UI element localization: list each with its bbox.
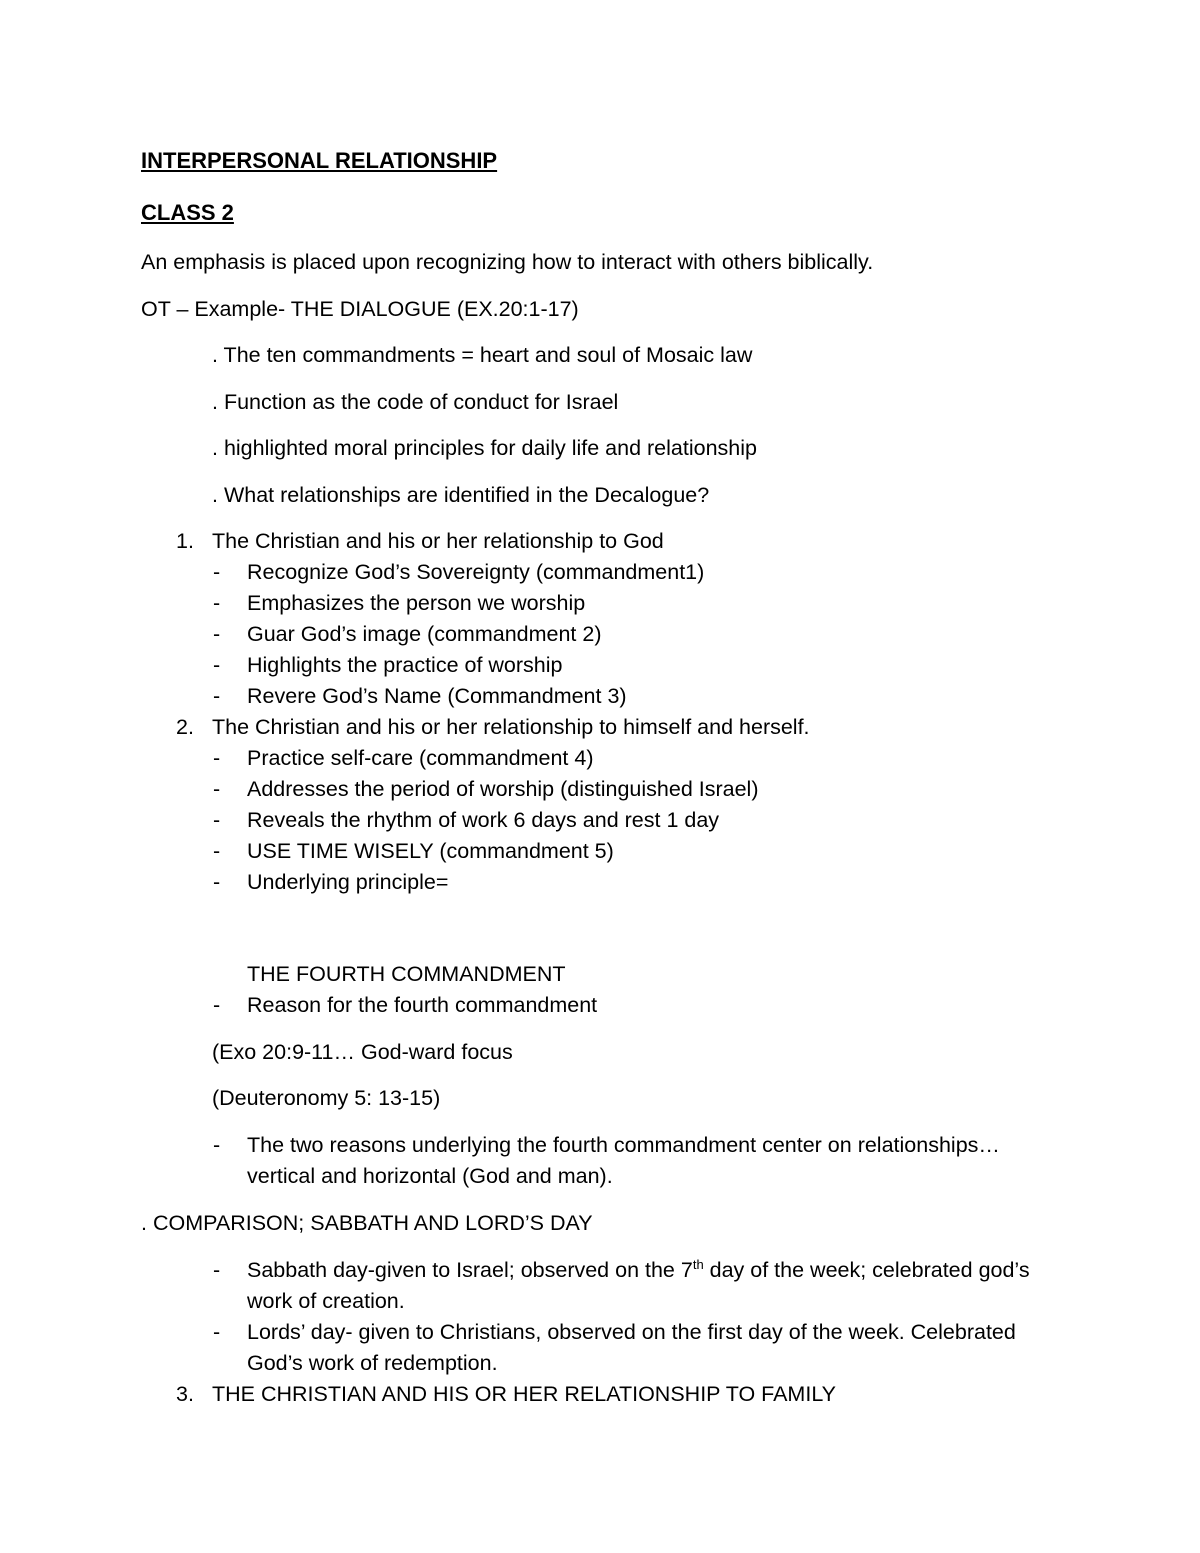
lords-day-line-2: God’s work of redemption.	[247, 1351, 498, 1375]
class-label: CLASS 2	[141, 200, 234, 225]
exodus-reference: (Exo 20:9-11… God-ward focus	[212, 1040, 513, 1064]
dot-point: . Function as the code of conduct for Israel	[212, 390, 619, 414]
section-2-title: The Christian and his or her relationship to himself and herself.	[212, 715, 810, 739]
ot-example-line: OT – Example- THE DIALOGUE (EX.20:1-17)	[141, 297, 579, 321]
lords-day-line-1: Lords’ day- given to Christians, observed on the first day of the week. Celebrated	[247, 1320, 1016, 1344]
dot-point: . highlighted moral principles for daily life and relationship	[212, 436, 757, 460]
sabbath-text-post: day of the week; celebrated god’s	[703, 1258, 1030, 1282]
dash-marker: -	[213, 746, 221, 770]
dash-marker: -	[213, 1133, 221, 1157]
dot-point: . The ten commandments = heart and soul of Mosaic law	[212, 343, 753, 367]
list-item: Highlights the practice of worship	[247, 653, 563, 677]
list-item: Emphasizes the person we worship	[247, 591, 586, 615]
sabbath-superscript: th	[692, 1256, 704, 1272]
list-item: Practice self-care (commandment 4)	[247, 746, 594, 770]
two-reasons-line-2: vertical and horizontal (God and man).	[247, 1164, 613, 1188]
list-item: Underlying principle=	[247, 870, 449, 894]
document-title: INTERPERSONAL RELATIONSHIP	[141, 148, 498, 173]
dot-point: . What relationships are identified in the Decalogue?	[212, 483, 710, 507]
reason-line: Reason for the fourth commandment	[247, 993, 598, 1017]
list-item: USE TIME WISELY (commandment 5)	[247, 839, 614, 863]
fourth-commandment-heading: THE FOURTH COMMANDMENT	[247, 962, 566, 986]
section-1-title: The Christian and his or her relationship to God	[212, 529, 664, 553]
dash-marker: -	[213, 653, 221, 677]
dash-marker: -	[213, 839, 221, 863]
deuteronomy-reference: (Deuteronomy 5: 13-15)	[212, 1086, 441, 1110]
list-item: Recognize God’s Sovereignty (commandment1)	[247, 560, 705, 584]
sabbath-text-pre: Sabbath day-given to Israel; observed on the 7	[247, 1258, 693, 1282]
list-item: Revere God’s Name (Commandment 3)	[247, 684, 627, 708]
dash-marker: -	[213, 684, 221, 708]
list-number: 1.	[176, 529, 194, 553]
dash-marker: -	[213, 870, 221, 894]
dash-marker: -	[213, 777, 221, 801]
list-number: 2.	[176, 715, 194, 739]
intro-paragraph: An emphasis is placed upon recognizing how to interact with others biblically.	[141, 250, 874, 274]
dash-marker: -	[213, 1258, 221, 1282]
dash-marker: -	[213, 993, 221, 1017]
list-item: Guar God’s image (commandment 2)	[247, 622, 602, 646]
list-item: Addresses the period of worship (distinguished Israel)	[247, 777, 759, 801]
dash-marker: -	[213, 622, 221, 646]
sabbath-line-2: work of creation.	[247, 1289, 405, 1313]
comparison-heading: . COMPARISON; SABBATH AND LORD’S DAY	[141, 1211, 593, 1235]
list-item: Reveals the rhythm of work 6 days and rest 1 day	[247, 808, 720, 832]
dash-marker: -	[213, 1320, 221, 1344]
dash-marker: -	[213, 808, 221, 832]
dash-marker: -	[213, 591, 221, 615]
section-3-title: THE CHRISTIAN AND HIS OR HER RELATIONSHIP TO FAMILY	[212, 1382, 837, 1406]
list-number: 3.	[176, 1382, 194, 1406]
dash-marker: -	[213, 560, 221, 584]
two-reasons-line-1: The two reasons underlying the fourth commandment center on relationships…	[247, 1133, 1000, 1157]
sabbath-line-1	[247, 1256, 1030, 1284]
